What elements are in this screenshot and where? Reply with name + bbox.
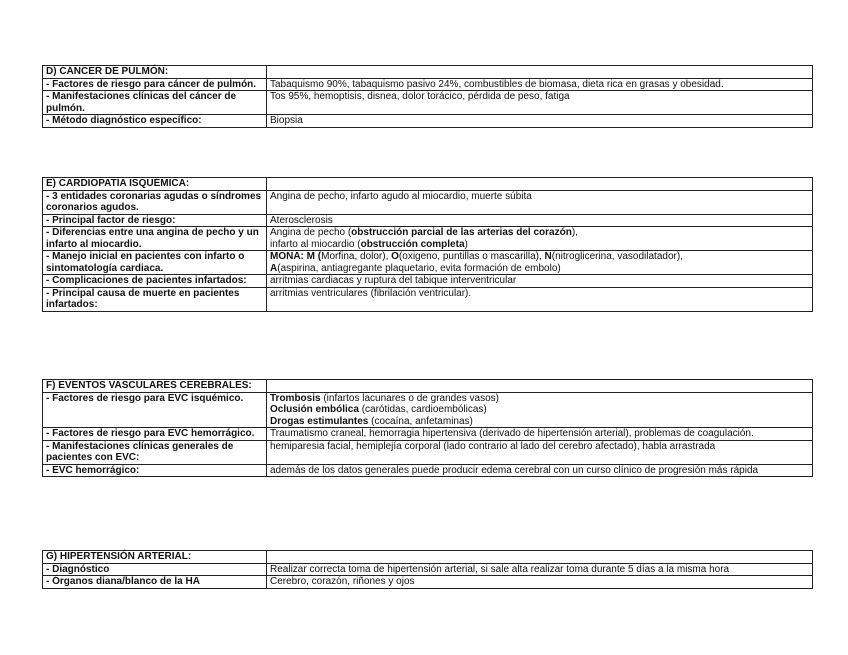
row-label: - Manifestaciones clínicas generales de pacientes con EVC:: [43, 440, 267, 464]
text-run: (nitroglicerina, vasodilatador),: [551, 251, 683, 262]
text-run: Morfina, dolor),: [321, 251, 392, 262]
row-value: [267, 251, 813, 275]
row-value: [267, 392, 813, 428]
text-run-bold: Oclusión embólica: [270, 404, 359, 415]
row-label: - EVC hemorrágico:: [43, 464, 267, 477]
table-row: [43, 251, 813, 275]
table-row: [43, 380, 813, 393]
section-title: D) CÁNCER DE PULMÓN:: [43, 66, 267, 79]
text-run-bold: Trombosis: [270, 392, 321, 404]
row-label: - Manejo inicial en pacientes con infarto o sintomatología cardiaca.: [43, 251, 267, 275]
section-hipertension-arterial: [42, 550, 813, 589]
text-run: (infartos lacunares o de grandes vasos): [320, 392, 500, 404]
text-run: infarto al miocardio (: [270, 238, 361, 250]
row-value: Realizar correcta toma de hipertensión arterial, si sale alta realizar toma durante 5 días a la misma hora: [267, 563, 813, 576]
row-value: [267, 227, 813, 251]
table-row: [43, 66, 813, 79]
row-value: arritmias cardiacas y ruptura del tabique interventricular: [267, 275, 813, 288]
text-run: (cocaína, anfetaminas): [368, 415, 473, 427]
section-title: F) EVENTOS VASCULARES CEREBRALES:: [43, 380, 267, 393]
row-label: - Manifestaciones clínicas del cáncer de pulmón.: [43, 91, 267, 115]
text-run: (aspirina, antiagregante plaquetario, evita formación de embolo): [277, 262, 561, 274]
text-run: Angina de pecho (: [270, 227, 352, 238]
text-run-bold: obstrucción completa: [360, 238, 465, 250]
row-value: además de los datos generales puede producir edema cerebral con un curso clínico de progresión más rápida: [267, 464, 813, 477]
row-label: - Principal factor de riesgo:: [43, 214, 267, 227]
section-title: G) HIPERTENSIÓN ARTERIAL:: [43, 551, 267, 564]
text-run: (oxigeno, puntillas o mascarilla),: [398, 251, 545, 262]
table-row: [43, 563, 813, 576]
row-label: - Factores de riesgo para EVC isquémico.: [43, 392, 267, 428]
row-value: Traumatismo craneal, hemorragia hipertensiva (derivado de hipertensión arterial), problemas de coagulación.: [267, 428, 813, 441]
text-run-bold: A: [270, 262, 278, 274]
section-eventos-vasculares: [42, 379, 813, 477]
row-label: - Órganos diana/blanco de la HA: [43, 576, 267, 589]
row-value: Tos 95%, hemoptisis, disnea, dolor torácico, pérdida de peso, fatiga: [267, 91, 813, 115]
row-label: - Principal causa de muerte en pacientes infartados:: [43, 287, 267, 311]
table-row: [43, 576, 813, 589]
row-value: hemiparesia facial, hemiplejía corporal (lado contrario al lado del cerebro afectado), habla arrastrada: [267, 440, 813, 464]
row-value: Tabaquismo 90%, tabaquismo pasivo 24%, combustibles de biomasa, dieta rica en grasas y obesidad.: [267, 78, 813, 91]
table-row: [43, 275, 813, 288]
text-run: ),: [571, 227, 578, 238]
section-title: E) CARDIOPATÍA ISQUÉMICA:: [43, 178, 267, 191]
row-label: - Método diagnóstico específico:: [43, 115, 267, 128]
table-row: [43, 178, 813, 191]
row-label: - Diferencias entre una angina de pecho y un infarto al miocardio.: [43, 227, 267, 251]
text-run-bold: O: [391, 251, 399, 262]
row-value: arritmias ventriculares (fibrilación ventricular).: [267, 287, 813, 311]
table-row: [43, 428, 813, 441]
table-row: [43, 214, 813, 227]
section-cardiopatia-isquemica: [42, 177, 813, 312]
table-row: [43, 392, 813, 428]
text-run-bold: MONA: M (: [270, 251, 322, 262]
text-run-bold: Drogas estimulantes: [270, 415, 369, 427]
row-label: - Factores de riesgo para EVC hemorrágico.: [43, 428, 267, 441]
table-row: [43, 115, 813, 128]
section-cancer-pulmon: [42, 65, 813, 128]
table-row: [43, 440, 813, 464]
text-run: (carótidas, cardioembólicas): [358, 404, 487, 415]
row-value: Cerebro, corazón, riñones y ojos: [267, 576, 813, 589]
row-value: Angina de pecho, infarto agudo al miocardio, muerte súbita: [267, 190, 813, 214]
text-run: ): [464, 238, 468, 250]
row-value: Aterosclerosis: [267, 214, 813, 227]
table-row: [43, 551, 813, 564]
row-label: - Complicaciones de pacientes infartados:: [43, 275, 267, 288]
table-row: [43, 227, 813, 251]
row-label: - Diagnóstico: [43, 563, 267, 576]
table-row: [43, 91, 813, 115]
table-row: [43, 287, 813, 311]
table-row: [43, 464, 813, 477]
row-value: Biopsia: [267, 115, 813, 128]
row-label: - 3 entidades coronarias agudas o síndromes coronarios agudos.: [43, 190, 267, 214]
table-row: [43, 78, 813, 91]
text-run-bold: N: [544, 251, 552, 262]
text-run-bold: obstrucción parcial de las arterias del corazón: [351, 227, 572, 238]
table-row: [43, 190, 813, 214]
row-label: - Factores de riesgo para cáncer de pulmón.: [43, 78, 267, 91]
